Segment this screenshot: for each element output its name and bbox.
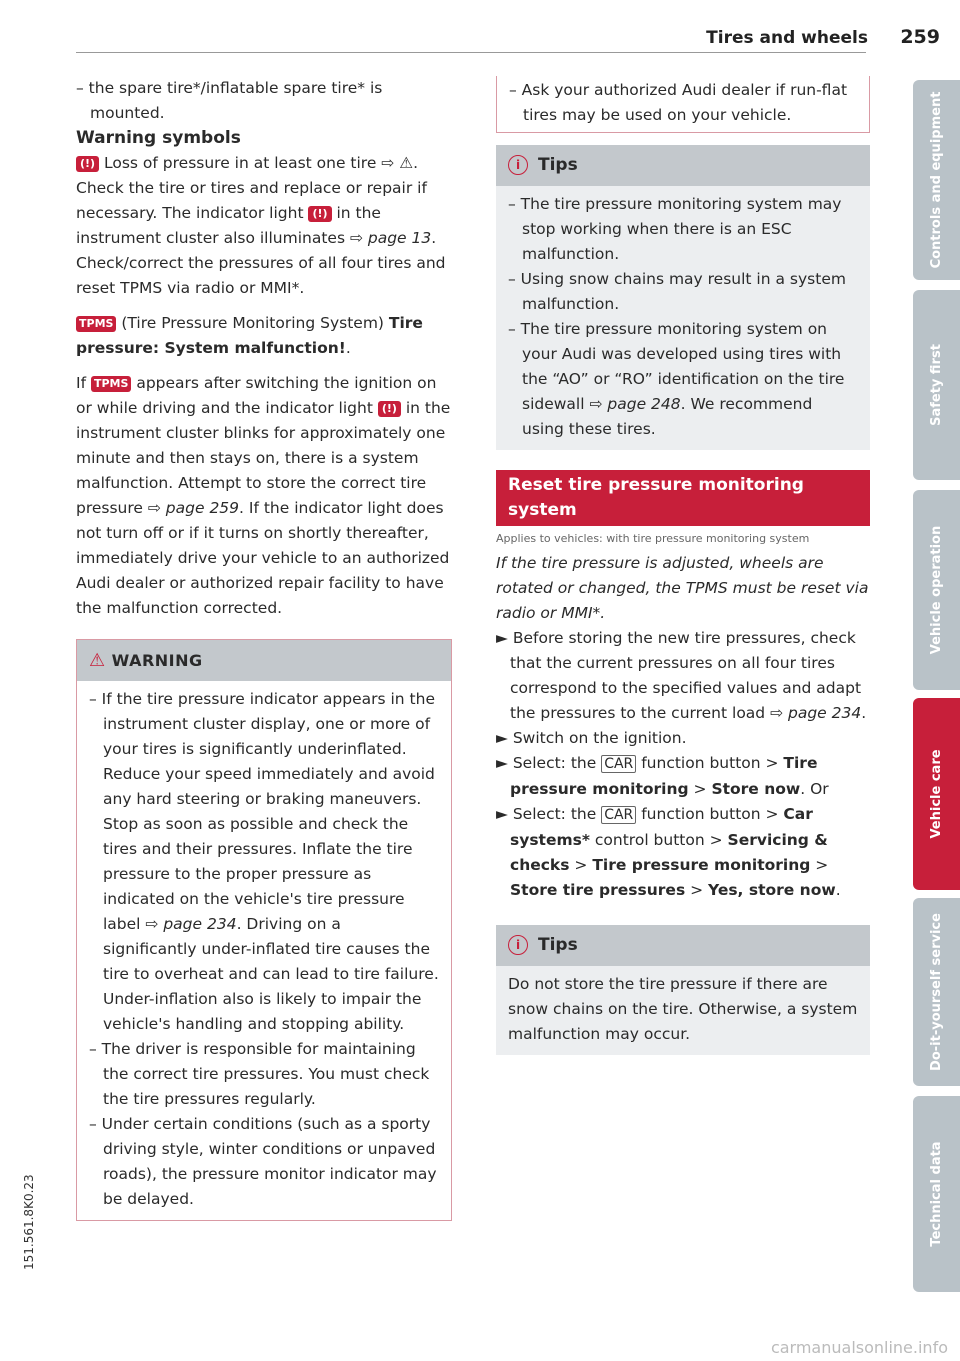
tpms-icon: TPMS — [91, 376, 131, 392]
step-item: ► Select: the CAR function button > Car systems* control button > Servicing & checks > Tire pressure monitoring > Store tire pressures > Yes, store now. — [496, 805, 841, 899]
run-flat-note: – Ask your authorized Audi dealer if run-flat tires may be used on your vehicle. — [509, 81, 848, 124]
tips-box — [496, 925, 870, 1055]
spare-tire-bullet: – the spare tire*/inflatable spare tire* is mounted. — [76, 79, 383, 122]
tab-technical-data[interactable]: Technical data — [913, 1096, 960, 1292]
tab-vehicle-operation[interactable]: Vehicle operation — [913, 490, 960, 690]
tab-safety-first[interactable]: Safety first — [913, 290, 960, 480]
warning-triangle-icon: ⚠ — [89, 650, 106, 671]
tpms-icon: TPMS — [76, 316, 116, 332]
warning-item: – If the tire pressure indicator appears in the instrument cluster display, one or more of your tires is significantly underinflated. Reduce your speed immediately and avoid any hard steering or braking maneuvers. Stop as soon as possible and check the tires and their pressures. Inflate the tire pressure to the proper pressure as indicated on the vehicle's tire pressure label ⇨ page 234. Driving on a significantly under-inflated tire causes the tire to overheat and can lead to tire failure. Under-inflation also is likely to impair the vehicle's handling and stopping ability. — [89, 690, 439, 1033]
warning-item: – The driver is responsible for maintaining the correct tire pressures. You must check the tire pressures regularly. — [89, 1040, 430, 1108]
tire-pressure-warning-icon: (!) — [76, 156, 99, 172]
tire-pressure-warning-icon: (!) — [308, 206, 331, 222]
page-13-link[interactable]: ⇨ page 13 — [349, 229, 432, 247]
applies-to-note: Applies to vehicles: with tire pressure monitoring system — [496, 532, 810, 545]
reset-section-heading: Reset tire pressure monitoring system — [496, 470, 870, 526]
tip-item: – Using snow chains may result in a system malfunction. — [508, 270, 846, 313]
warning-box — [76, 639, 452, 1221]
document-code: 151.561.8K0.23 — [22, 1174, 36, 1270]
tip-item: – The tire pressure monitoring system on your Audi was developed using tires with the “AO” or “RO” identification on the tire sidewall ⇨ page 248. We recommend using these tires. — [508, 320, 845, 438]
reset-intro: If the tire pressure is adjusted, wheels are rotated or changed, the TPMS must be reset via radio or MMI*. — [496, 554, 869, 622]
tip-item: Do not store the tire pressure if there are snow chains on the tire. Otherwise, a system malfunction may occur. — [508, 975, 858, 1043]
tpms-paragraph: TPMS (Tire Pressure Monitoring System) Tire pressure: System malfunction!. — [76, 314, 423, 357]
tip-item: – The tire pressure monitoring system may stop working when there is an ESC malfunction. — [508, 195, 842, 263]
tab-do-it-yourself-service[interactable]: Do-it-yourself service — [913, 898, 960, 1086]
warning-box-continued — [496, 76, 870, 133]
step-item: ► Before storing the new tire pressures, check that the current pressures on all four tires correspond to the specified values and adapt the pressures to the current load ⇨ page 234. — [496, 629, 867, 722]
footer-watermark: carmanualsonline.info — [770, 1338, 948, 1357]
page-259-link[interactable]: ⇨ page 259 — [147, 499, 240, 517]
tab-vehicle-care[interactable]: Vehicle care — [913, 698, 960, 890]
info-icon: i — [508, 155, 528, 175]
warning-title: WARNING — [111, 651, 203, 670]
tips-title: Tips — [538, 935, 578, 955]
step-item: ► Select: the CAR function button > Tire pressure monitoring > Store now. Or — [496, 754, 829, 798]
info-icon: i — [508, 935, 528, 955]
tire-pressure-warning-icon: (!) — [378, 401, 401, 417]
page-248-link[interactable]: ⇨ page 248 — [589, 395, 681, 413]
section-title: Tires and wheels — [706, 28, 868, 48]
page-234-link[interactable]: ⇨ page 234 — [145, 915, 237, 933]
left-column — [76, 76, 452, 1221]
right-column — [496, 76, 870, 1055]
loss-of-pressure-paragraph: (!) Loss of pressure in at least one tire ⇨ ⚠. Check the tire or tires and replace or repair if necessary. The indicator light (!) in the instrument cluster also illuminates ⇨ page 13. Check/correct the pressures of all four tires and reset TPMS via radio or MMI*. — [76, 154, 446, 297]
car-key-label: CAR — [601, 755, 636, 773]
tips-title: Tips — [538, 155, 578, 175]
tab-controls-and-equipment[interactable]: Controls and equipment — [913, 80, 960, 280]
page-header — [76, 24, 940, 52]
header-divider — [76, 52, 866, 53]
tpms-malfunction-paragraph: If TPMS appears after switching the ignition on or while driving and the indicator light (!) in the instrument cluster blinks for approximately one minute and then stays on, there is a system malfunction. Attempt to store the correct tire pressure ⇨ page 259. If the indicator light does not turn off or if it turns on shortly thereafter, immediately drive your vehicle to an authorized Audi dealer or authorized repair facility to have the malfunction corrected. — [76, 374, 451, 617]
car-key-label: CAR — [601, 806, 636, 824]
step-item: ► Switch on the ignition. — [496, 729, 687, 747]
tips-box — [496, 145, 870, 450]
warning-symbols-heading: Warning symbols — [76, 128, 241, 148]
page-number: 259 — [900, 26, 940, 48]
warning-item: – Under certain conditions (such as a sporty driving style, winter conditions or unpaved roads), the pressure monitor indicator may be delayed. — [89, 1115, 437, 1208]
page-234-link[interactable]: ⇨ page 234 — [770, 704, 862, 722]
